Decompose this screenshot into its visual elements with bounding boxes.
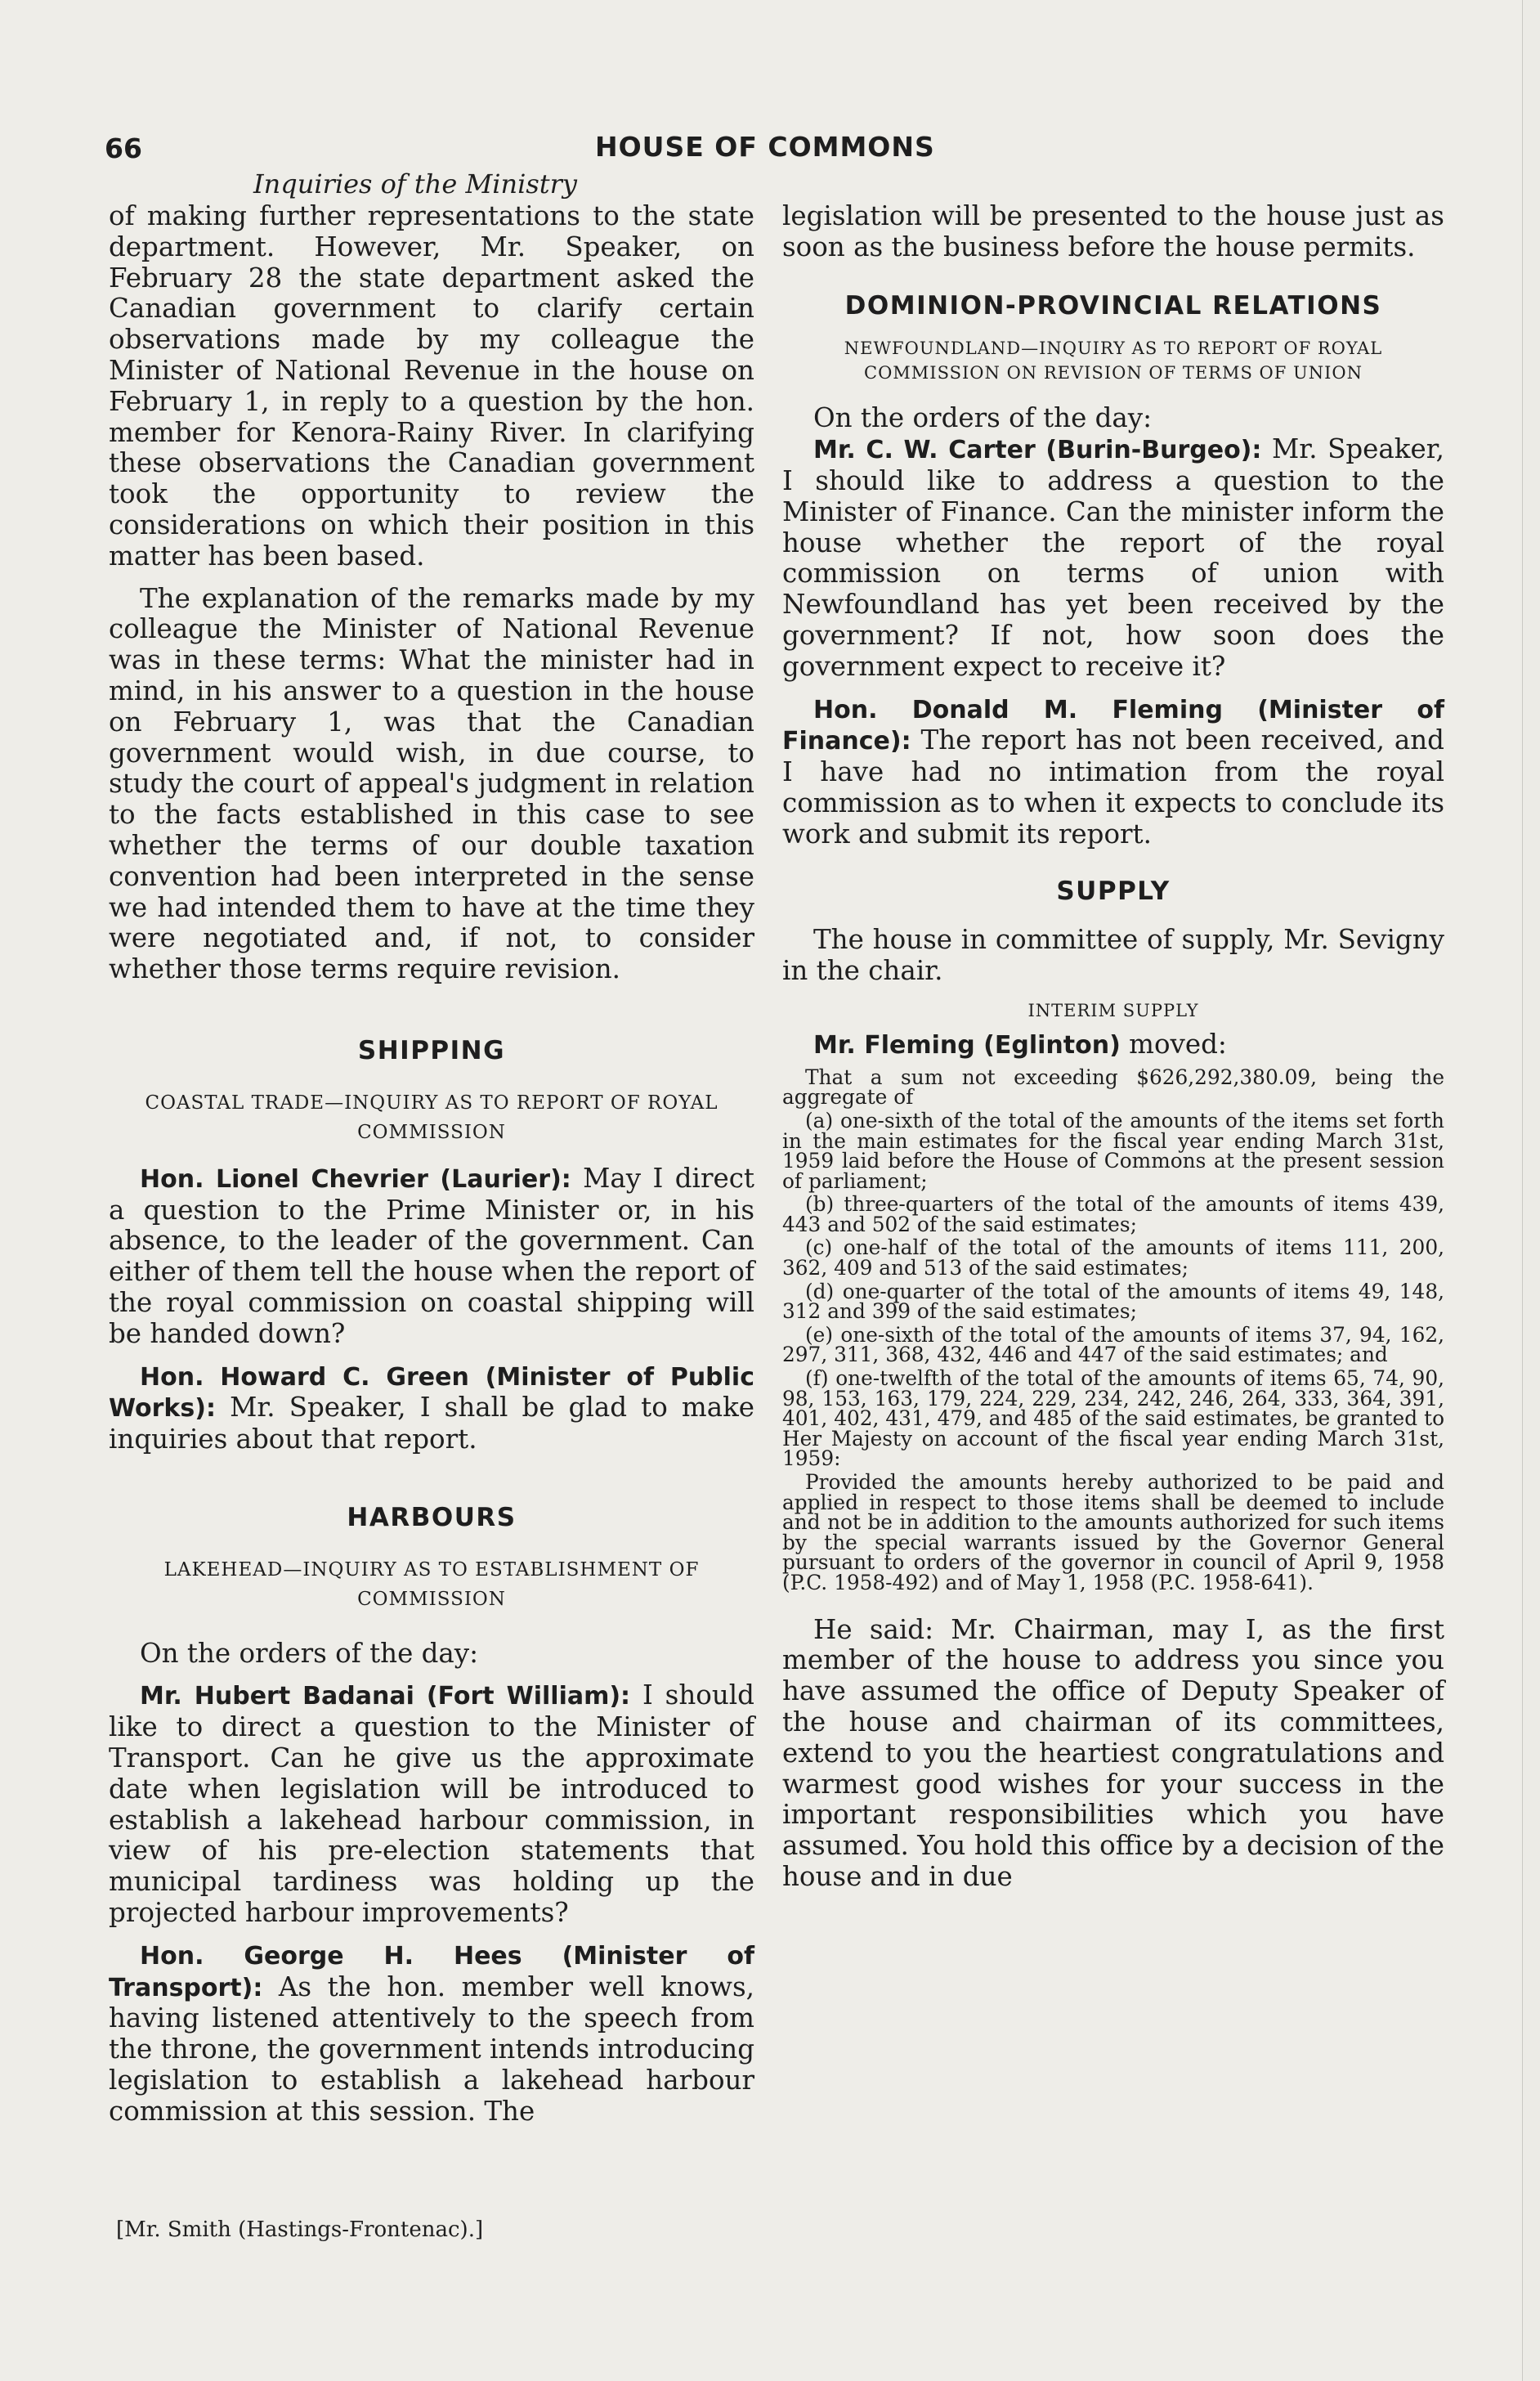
paragraph: of making further representations to the state department. However, Mr. Speaker, on February 28 the state department asked the Canadian government to clarify certain observations made by my colleague the Minister of National Revenue in the house on February 1, in reply to a question by the hon. member for Kenora-Rainy River. In clarifying these observations the Canadian government took the opportunity to review the considerations on which their position in this matter has been based. [109, 200, 754, 572]
motion-paragraph: (e) one-sixth of the total of the amounts of items 37, 94, 162, 297, 311, 368, 432, 446 and 447 of the said estimates; and [782, 1322, 1444, 1367]
speaker-name: Hon. Lionel Chevrier (Laurier): [140, 1164, 571, 1194]
page-number: 66 [105, 132, 142, 164]
section-note: Inquiries of the Ministry [253, 168, 577, 200]
speaker-name: Mr. C. W. Carter (Burin-Burgeo): [813, 436, 1262, 465]
paragraph [782, 434, 1444, 682]
paragraph [109, 1164, 754, 1350]
heading-shipping: SHIPPING [357, 1035, 506, 1065]
paragraph [782, 1029, 1444, 1061]
paragraph: On the orders of the day: [813, 402, 1153, 434]
heading-supply: SUPPLY [1056, 876, 1171, 906]
speech-text: Mr. Speaker, I shall be glad to make inquiries about that report. [109, 1392, 754, 1455]
page-edge [1522, 0, 1540, 2381]
speaker-name: Hon. George H. Hees (Minister of Transport): [109, 1941, 754, 2002]
footnote: [Mr. Smith (Hastings-Frontenac).] [116, 2217, 484, 2242]
speaker-name: Mr. Fleming (Eglinton) [813, 1030, 1121, 1060]
motion-paragraph: (f) one-twelfth of the total of the amounts of items 65, 74, 90, 98, 153, 163, 179, 224, 229, 234, 242, 246, 264, 333, 364, 391, 401, 402, 431, 479, and 485 of the said estimates, be granted to Her Majesty on account of the fiscal year ending March 31st, 1959: [782, 1366, 1444, 1471]
left-column [109, 201, 754, 2139]
motion-paragraph: That a sum not exceeding $626,292,380.09, being the aggregate of [782, 1065, 1444, 1110]
paragraph: The house in committee of supply, Mr. Sevigny in the chair. [782, 924, 1444, 987]
speaker-name: Hon. Donald M. Fleming (Minister of Finance): [782, 695, 1444, 756]
speech-text: May I direct a question to the Prime Minister or, in his absence, to the leader of the government. Can either of them tell the house when the report of the royal commission on coastal shipping will be handed down? [109, 1162, 754, 1349]
subheading-lakehead: LAKEHEAD—INQUIRY AS TO ESTABLISHMENT OF COMMISSION [163, 1558, 700, 1610]
paragraph [109, 1361, 754, 1455]
running-head: HOUSE OF COMMONS [595, 131, 935, 163]
speaker-name: Hon. Howard C. Green (Minister of Public Works): [109, 1362, 754, 1424]
heading-dominion-provincial: DOMINION-PROVINCIAL RELATIONS [844, 290, 1382, 321]
paragraph: On the orders of the day: [140, 1637, 479, 1669]
paragraph [109, 1940, 754, 2128]
motion-paragraph: (b) three-quarters of the total of the amounts of items 439, 443 and 502 of the said estimates; [782, 1192, 1444, 1236]
paragraph [782, 694, 1444, 850]
paragraph: The explanation of the remarks made by my colleague the Minister of National Revenue was in these terms: What the minister had in mind, in his answer to a question in the house on February 1, was that the Canadian government would wish, in due course, to study the court of appeal's judgment in relation to the facts established in this case to see whether the terms of our double taxation convention had been interpreted in the sense we had intended them to have at the time they were negotiated and, if not, to consider whether those terms require revision. [109, 582, 754, 985]
speech-text: moved: [1129, 1028, 1227, 1060]
motion-paragraph: (d) one-quarter of the total of the amounts of items 49, 148, 312 and 399 of the said estimates; [782, 1279, 1444, 1324]
right-column [782, 201, 1444, 1904]
paragraph: legislation will be presented to the house just as soon as the business before the house permits. [782, 200, 1444, 262]
subheading-interim-supply: INTERIM SUPPLY [1027, 1000, 1199, 1020]
speech-text: Mr. Speaker, I should like to address a question to the Minister of Finance. Can the minister inform the house whether the report of the royal commission on terms of union with Newfoundland has yet been received by the government? If not, how soon does the government expect to receive it? [782, 433, 1444, 682]
motion-paragraph: (a) one-sixth of the total of the amounts of the items set forth in the main estimates for the fiscal year ending March 31st, 1959 laid before the House of Commons at the present session of parliament; [782, 1108, 1444, 1193]
motion-paragraph: Provided the amounts hereby authorized to be paid and applied in respect to those items shall be deemed to include and not be in addition to the amounts authorized for such items by the special warrants issued by the Governor General pursuant to orders of the governor in council of April 9, 1958 (P.C. 1958-492) and of May 1, 1958 (P.C. 1958-641). [782, 1470, 1444, 1594]
paragraph [109, 1680, 754, 1928]
speech-text: The report has not been received, and I have had no intimation from the royal commission as to when it expects to conclude its work and submit its report. [782, 724, 1444, 850]
speaker-name: Mr. Hubert Badanai (Fort William): [140, 1682, 631, 1711]
speech-text: As the hon. member well knows, having listened attentively to the speech from the throne, the government intends introducing legislation to establish a lakehead harbour commission at this session. The [109, 1971, 755, 2127]
paragraph: He said: Mr. Chairman, may I, as the first member of the house to address you since you have assumed the office of Deputy Speaker of the house and chairman of its committees, extend to you the heartiest congratulations and warmest good wishes for your success in the important responsibilities which you have assumed. You hold this office by a decision of the house and in due [782, 1613, 1444, 1892]
motion-text [782, 1065, 1444, 1594]
subheading-newfoundland: NEWFOUNDLAND—INQUIRY AS TO REPORT OF ROYAL COMMISSION ON REVISION OF TERMS OF UNION [844, 339, 1383, 383]
speech-text: I should like to direct a question to the Minister of Transport. Can he give us the approximate date when legislation will be introduced to establish a lakehead harbour commission, in view of his pre-election statements that municipal tardiness was holding up the projected harbour improvements? [109, 1679, 754, 1929]
motion-paragraph: (c) one-half of the total of the amounts of items 111, 200, 362, 409 and 513 of the said estimates; [782, 1235, 1444, 1280]
subheading-coastal-trade: COASTAL TRADE—INQUIRY AS TO REPORT OF ROYAL COMMISSION [145, 1092, 719, 1143]
heading-harbours: HARBOURS [347, 1502, 517, 1532]
